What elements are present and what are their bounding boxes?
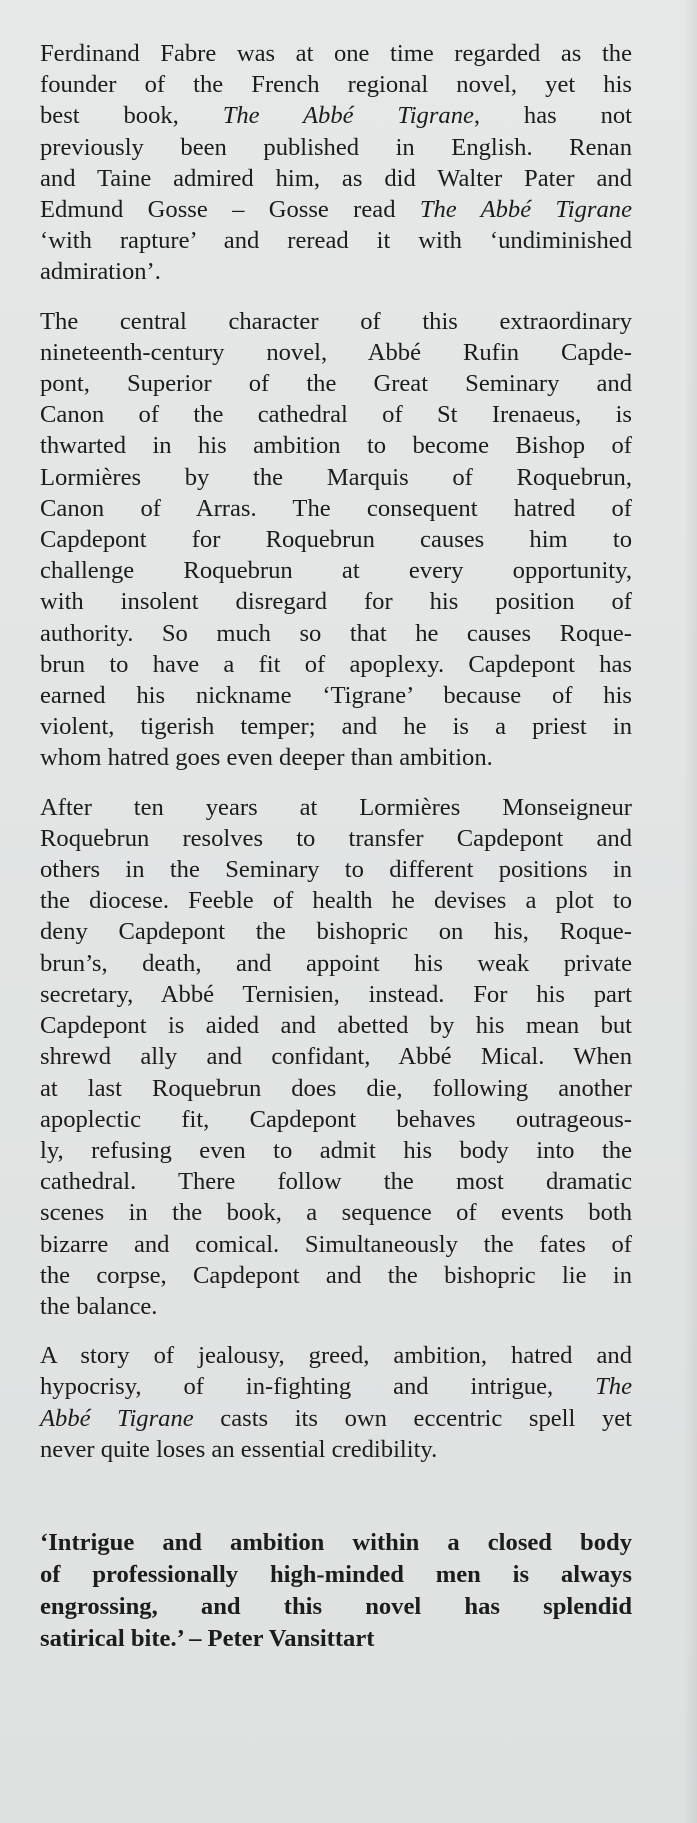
text-run: at last Roquebrun does die, following another — [40, 1074, 632, 1102]
blurb-text — [40, 38, 697, 1465]
text-run: After ten years at Lormières Monseigneur — [40, 793, 632, 821]
text-run: best book, — [40, 102, 223, 130]
text-run: The central character of this extraordinary — [40, 307, 632, 335]
text-line — [40, 1229, 632, 1260]
text-run: Roquebrun resolves to transfer Capdepont and — [40, 824, 632, 852]
italic-title: The Abbé Tigrane — [222, 102, 474, 130]
text-run: A story of jealousy, greed, ambition, hatred and — [40, 1342, 632, 1370]
text-line — [40, 885, 632, 916]
quote-line: satirical bite.’ – Peter Vansittart — [40, 1624, 375, 1652]
text-line — [40, 916, 632, 947]
text-line — [40, 493, 632, 524]
text-run: whom hatred goes even deeper than ambition. — [40, 744, 493, 772]
italic-title: The Abbé Tigrane — [419, 196, 632, 224]
review-quote — [40, 1527, 632, 1655]
italic-title: The — [595, 1373, 632, 1401]
text-run: Capdepont is aided and abetted by his mean but — [40, 1012, 632, 1040]
text-line — [40, 1041, 632, 1072]
text-run: founder of the French regional novel, yet his — [40, 71, 632, 99]
paragraph-4 — [40, 1340, 632, 1465]
text-line — [40, 1104, 632, 1135]
text-run: earned his nickname ‘Tigrane’ because of his — [40, 682, 632, 710]
text-line — [40, 1371, 632, 1402]
text-line — [40, 1135, 632, 1166]
text-run: ‘with rapture’ and reread it with ‘undiminished — [40, 227, 632, 255]
text-run: the balance. — [40, 1292, 158, 1320]
text-line — [40, 1434, 632, 1465]
text-line — [40, 368, 632, 399]
text-line — [40, 337, 632, 368]
text-line — [40, 1197, 632, 1228]
text-line — [40, 649, 632, 680]
text-line — [40, 256, 632, 287]
text-run: challenge Roquebrun at every opportunity, — [40, 557, 632, 585]
text-line — [40, 1073, 632, 1104]
text-line — [40, 792, 632, 823]
text-line — [40, 1010, 632, 1041]
text-run: , has not — [473, 102, 633, 130]
page-edge-shadow — [683, 0, 697, 1823]
text-run: shrewd ally and confidant, Abbé Mical. When — [40, 1043, 632, 1071]
text-line — [40, 430, 632, 461]
text-run: previously been published in English. Renan — [40, 133, 632, 161]
text-run: and Taine admired him, as did Walter Pater and — [40, 164, 632, 192]
text-run: pont, Superior of the Great Seminary and — [40, 370, 632, 398]
text-line — [40, 38, 632, 69]
text-run: deny Capdepont the bishopric on his, Roque- — [40, 918, 632, 946]
text-line — [40, 555, 632, 586]
text-run: bizarre and comical. Simultaneously the fates of — [40, 1230, 632, 1258]
text-run: hypocrisy, of in-fighting and intrigue, — [40, 1373, 596, 1401]
text-line — [40, 1340, 632, 1371]
text-run: casts its own eccentric spell yet — [193, 1404, 632, 1432]
text-run: Lormières by the Marquis of Roquebrun, — [40, 463, 632, 491]
text-run: with insolent disregard for his position of — [40, 588, 632, 616]
text-line — [40, 1260, 632, 1291]
text-run: violent, tigerish temper; and he is a priest in — [40, 713, 632, 741]
text-run: never quite loses an essential credibility. — [40, 1435, 438, 1463]
text-line — [40, 1403, 632, 1434]
text-line — [40, 194, 632, 225]
text-run: Canon of the cathedral of St Irenaeus, is — [40, 401, 632, 429]
text-run: Capdepont for Roquebrun causes him to — [40, 526, 632, 554]
paragraph-2 — [40, 306, 632, 774]
text-run: others in the Seminary to different positions in — [40, 856, 632, 884]
text-run: nineteenth-century novel, Abbé Rufin Capde- — [40, 338, 632, 366]
text-line — [40, 225, 632, 256]
text-run: apoplectic fit, Capdepont behaves outrageous- — [40, 1105, 632, 1133]
italic-title: Abbé Tigrane — [40, 1404, 194, 1432]
quote-line: of professionally high-minded men is always — [40, 1560, 632, 1588]
text-run: the corpse, Capdepont and the bishopric lie in — [40, 1261, 632, 1289]
text-line — [40, 462, 632, 493]
text-line — [40, 163, 632, 194]
paragraph-1 — [40, 38, 632, 288]
text-line — [40, 680, 632, 711]
text-line — [40, 742, 632, 773]
text-line — [40, 1291, 632, 1322]
text-run: scenes in the book, a sequence of events both — [40, 1199, 632, 1227]
text-line — [40, 948, 632, 979]
text-line — [40, 618, 632, 649]
text-run: the diocese. Feeble of health he devises a plot to — [40, 887, 632, 915]
text-line — [40, 399, 632, 430]
quote-line: engrossing, and this novel has splendid — [40, 1592, 632, 1620]
text-line — [40, 823, 632, 854]
text-run: Ferdinand Fabre was at one time regarded as the — [40, 40, 632, 67]
text-run: brun’s, death, and appoint his weak private — [40, 949, 632, 977]
paragraph-3 — [40, 792, 632, 1322]
text-run: secretary, Abbé Ternisien, instead. For his part — [40, 980, 632, 1008]
text-line — [40, 1166, 632, 1197]
quote-line: ‘Intrigue and ambition within a closed body — [40, 1528, 632, 1556]
text-run: Canon of Arras. The consequent hatred of — [40, 494, 632, 522]
text-line — [40, 69, 632, 100]
text-run: ly, refusing even to admit his body into the — [40, 1136, 632, 1164]
text-line — [40, 979, 632, 1010]
text-run: authority. So much so that he causes Roque- — [40, 619, 632, 647]
text-line — [40, 854, 632, 885]
text-run: admiration’. — [40, 258, 161, 286]
text-run: Edmund Gosse – Gosse read — [40, 196, 420, 224]
text-line — [40, 524, 632, 555]
text-line — [40, 132, 632, 163]
text-line — [40, 711, 632, 742]
text-run: thwarted in his ambition to become Bishop of — [40, 432, 632, 460]
text-line — [40, 100, 632, 131]
text-line — [40, 306, 632, 337]
text-line — [40, 586, 632, 617]
text-run: brun to have a fit of apoplexy. Capdepont has — [40, 650, 632, 678]
text-run: cathedral. There follow the most dramatic — [40, 1168, 632, 1196]
